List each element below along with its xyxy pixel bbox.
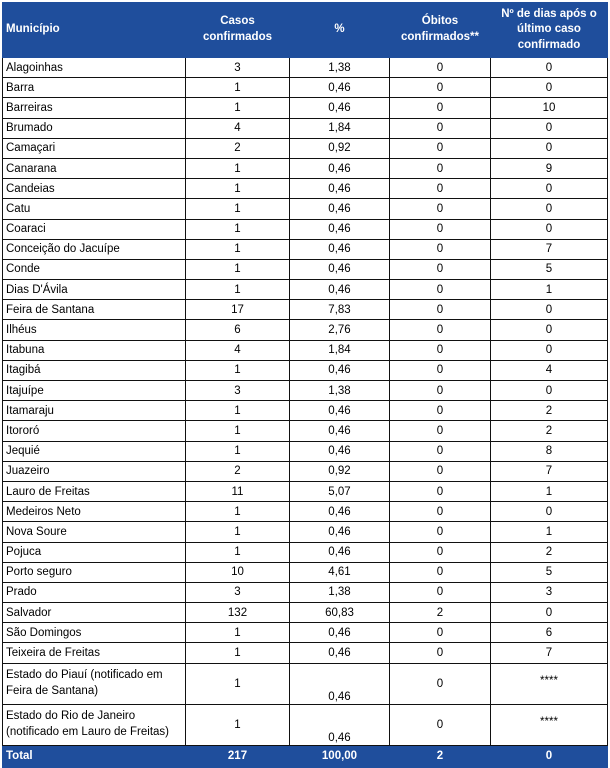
cell-dias: 2 (491, 542, 608, 562)
cell-percent: 0,46 (290, 643, 390, 663)
cell-casos: 1 (186, 98, 290, 118)
cell-obitos: 0 (390, 502, 491, 522)
cell-municipio: Itabuna (3, 340, 186, 360)
cell-municipio: Lauro de Freitas (3, 481, 186, 501)
cell-municipio: Prado (3, 582, 186, 602)
cell-percent: 4,61 (290, 562, 390, 582)
cell-casos: 6 (186, 320, 290, 340)
table-row (3, 522, 608, 542)
table-header (3, 3, 608, 58)
cell-dias: 0 (491, 320, 608, 340)
cell-percent: 0,46 (290, 421, 390, 441)
cell-municipio: Estado do Piauí (notificado em Feira de Santana) (3, 663, 186, 704)
cell-dias: 0 (491, 381, 608, 401)
table-row (3, 98, 608, 118)
total-obitos: 2 (390, 745, 491, 767)
table-row (3, 704, 608, 745)
cell-casos: 1 (186, 663, 290, 704)
table-row (3, 542, 608, 562)
cell-percent: 0,46 (290, 401, 390, 421)
cell-percent: 1,84 (290, 340, 390, 360)
cell-casos: 4 (186, 118, 290, 138)
cell-casos: 1 (186, 421, 290, 441)
cell-obitos: 2 (390, 603, 491, 623)
cell-casos: 1 (186, 704, 290, 745)
cell-casos: 1 (186, 179, 290, 199)
total-row (3, 745, 608, 767)
table-row (3, 643, 608, 663)
cell-municipio: Brumado (3, 118, 186, 138)
cell-percent: 0,46 (290, 623, 390, 643)
table-row (3, 199, 608, 219)
table-row (3, 239, 608, 259)
cell-percent: 5,07 (290, 481, 390, 501)
cell-percent: 0,46 (290, 78, 390, 98)
cell-dias: **** (491, 704, 608, 745)
cases-by-municipality-table (2, 2, 608, 768)
cell-dias: **** (491, 663, 608, 704)
cell-percent: 0,46 (290, 441, 390, 461)
cell-municipio: Estado do Rio de Janeiro (notificado em Lauro de Freitas) (3, 704, 186, 745)
cell-municipio: Itororó (3, 421, 186, 441)
table-row (3, 481, 608, 501)
cell-municipio: Nova Soure (3, 522, 186, 542)
cell-dias: 2 (491, 401, 608, 421)
cell-municipio: Conceição do Jacuípe (3, 239, 186, 259)
cell-dias: 5 (491, 259, 608, 279)
cell-percent: 0,46 (290, 663, 390, 704)
cell-municipio: Teixeira de Freitas (3, 643, 186, 663)
header-percent: % (290, 3, 390, 58)
cell-dias: 0 (491, 138, 608, 158)
table-row (3, 320, 608, 340)
table-row (3, 663, 608, 704)
table-row (3, 421, 608, 441)
cell-obitos: 0 (390, 219, 491, 239)
cell-dias: 9 (491, 158, 608, 178)
cell-percent: 0,46 (290, 502, 390, 522)
cell-percent: 0,46 (290, 179, 390, 199)
table-row (3, 158, 608, 178)
table-row (3, 138, 608, 158)
cell-percent: 1,38 (290, 381, 390, 401)
table-row (3, 502, 608, 522)
cell-municipio: Coaraci (3, 219, 186, 239)
cell-obitos: 0 (390, 179, 491, 199)
cell-municipio: Conde (3, 259, 186, 279)
cell-percent: 0,46 (290, 199, 390, 219)
table-row (3, 179, 608, 199)
table-row (3, 58, 608, 78)
cell-obitos: 0 (390, 360, 491, 380)
cell-dias: 1 (491, 481, 608, 501)
cell-casos: 1 (186, 542, 290, 562)
cell-casos: 1 (186, 280, 290, 300)
cell-obitos: 0 (390, 239, 491, 259)
cell-dias: 0 (491, 300, 608, 320)
cell-dias: 0 (491, 118, 608, 138)
cell-dias: 7 (491, 643, 608, 663)
table-footer (3, 745, 608, 767)
cell-dias: 7 (491, 461, 608, 481)
table-row (3, 401, 608, 421)
table-row (3, 360, 608, 380)
cell-obitos: 0 (390, 562, 491, 582)
header-obitos: Óbitos confirmados** (390, 3, 491, 58)
cell-obitos: 0 (390, 542, 491, 562)
cell-percent: 0,46 (290, 239, 390, 259)
cell-percent: 0,46 (290, 704, 390, 745)
cases-table-wrapper (2, 2, 607, 768)
cell-percent: 0,92 (290, 461, 390, 481)
cell-percent: 0,46 (290, 158, 390, 178)
cell-casos: 4 (186, 340, 290, 360)
cell-municipio: Salvador (3, 603, 186, 623)
cell-obitos: 0 (390, 320, 491, 340)
cell-obitos: 0 (390, 643, 491, 663)
cell-obitos: 0 (390, 522, 491, 542)
table-row (3, 603, 608, 623)
cell-dias: 8 (491, 441, 608, 461)
cell-obitos: 0 (390, 623, 491, 643)
table-row (3, 441, 608, 461)
cell-casos: 1 (186, 401, 290, 421)
cell-percent: 0,46 (290, 522, 390, 542)
table-body (3, 58, 608, 746)
cell-casos: 3 (186, 582, 290, 602)
cell-municipio: Itagibá (3, 360, 186, 380)
cell-percent: 0,46 (290, 280, 390, 300)
cell-obitos: 0 (390, 421, 491, 441)
cell-casos: 1 (186, 259, 290, 279)
table-row (3, 118, 608, 138)
cell-municipio: São Domingos (3, 623, 186, 643)
cell-dias: 10 (491, 98, 608, 118)
cell-obitos: 0 (390, 199, 491, 219)
cell-casos: 1 (186, 643, 290, 663)
cell-municipio: Jequié (3, 441, 186, 461)
cell-obitos: 0 (390, 481, 491, 501)
cell-percent: 2,76 (290, 320, 390, 340)
cell-obitos: 0 (390, 441, 491, 461)
table-row (3, 219, 608, 239)
total-percent: 100,00 (290, 745, 390, 767)
cell-obitos: 0 (390, 461, 491, 481)
cell-obitos: 0 (390, 663, 491, 704)
table-row (3, 300, 608, 320)
cell-percent: 0,46 (290, 542, 390, 562)
cell-obitos: 0 (390, 259, 491, 279)
cell-dias: 1 (491, 522, 608, 542)
cell-percent: 0,92 (290, 138, 390, 158)
cell-dias: 0 (491, 502, 608, 522)
cell-dias: 0 (491, 603, 608, 623)
table-row (3, 78, 608, 98)
cell-municipio: Porto seguro (3, 562, 186, 582)
cell-casos: 1 (186, 441, 290, 461)
cell-casos: 1 (186, 219, 290, 239)
cell-obitos: 0 (390, 98, 491, 118)
cell-municipio: Catu (3, 199, 186, 219)
cell-obitos: 0 (390, 118, 491, 138)
cell-casos: 1 (186, 199, 290, 219)
header-municipio: Município (3, 3, 186, 58)
cell-percent: 1,84 (290, 118, 390, 138)
cell-obitos: 0 (390, 300, 491, 320)
header-casos: Casos confirmados (186, 3, 290, 58)
cell-percent: 1,38 (290, 58, 390, 78)
table-row (3, 623, 608, 643)
cell-percent: 1,38 (290, 582, 390, 602)
cell-dias: 3 (491, 582, 608, 602)
cell-municipio: Barra (3, 78, 186, 98)
cell-obitos: 0 (390, 138, 491, 158)
cell-municipio: Barreiras (3, 98, 186, 118)
cell-obitos: 0 (390, 280, 491, 300)
cell-dias: 1 (491, 280, 608, 300)
cell-percent: 0,46 (290, 98, 390, 118)
cell-casos: 3 (186, 58, 290, 78)
cell-percent: 0,46 (290, 219, 390, 239)
cell-percent: 60,83 (290, 603, 390, 623)
cell-municipio: Pojuca (3, 542, 186, 562)
cell-dias: 0 (491, 58, 608, 78)
cell-casos: 1 (186, 239, 290, 259)
cell-casos: 1 (186, 78, 290, 98)
cell-casos: 132 (186, 603, 290, 623)
cell-municipio: Medeiros Neto (3, 502, 186, 522)
table-row (3, 280, 608, 300)
table-row (3, 259, 608, 279)
cell-casos: 1 (186, 522, 290, 542)
cell-obitos: 0 (390, 58, 491, 78)
cell-casos: 1 (186, 502, 290, 522)
cell-casos: 10 (186, 562, 290, 582)
cell-dias: 0 (491, 219, 608, 239)
cell-percent: 0,46 (290, 259, 390, 279)
cell-casos: 11 (186, 481, 290, 501)
cell-casos: 1 (186, 158, 290, 178)
cell-casos: 3 (186, 381, 290, 401)
table-row (3, 340, 608, 360)
cell-dias: 0 (491, 78, 608, 98)
table-row (3, 461, 608, 481)
cell-dias: 0 (491, 199, 608, 219)
cell-dias: 0 (491, 179, 608, 199)
cell-obitos: 0 (390, 340, 491, 360)
cell-municipio: Alagoinhas (3, 58, 186, 78)
cell-percent: 7,83 (290, 300, 390, 320)
cell-casos: 2 (186, 138, 290, 158)
cell-municipio: Itajuípe (3, 381, 186, 401)
cell-obitos: 0 (390, 704, 491, 745)
cell-municipio: Canarana (3, 158, 186, 178)
cell-casos: 17 (186, 300, 290, 320)
cell-obitos: 0 (390, 582, 491, 602)
cell-obitos: 0 (390, 78, 491, 98)
cell-dias: 5 (491, 562, 608, 582)
cell-casos: 1 (186, 623, 290, 643)
cell-municipio: Itamaraju (3, 401, 186, 421)
cell-dias: 4 (491, 360, 608, 380)
cell-obitos: 0 (390, 158, 491, 178)
cell-municipio: Dias D'Ávila (3, 280, 186, 300)
cell-casos: 1 (186, 360, 290, 380)
cell-municipio: Candeias (3, 179, 186, 199)
total-label: Total (3, 745, 186, 767)
cell-dias: 6 (491, 623, 608, 643)
cell-municipio: Juazeiro (3, 461, 186, 481)
cell-municipio: Ilhéus (3, 320, 186, 340)
cell-dias: 0 (491, 340, 608, 360)
cell-casos: 2 (186, 461, 290, 481)
cell-dias: 7 (491, 239, 608, 259)
cell-dias: 2 (491, 421, 608, 441)
cell-municipio: Camaçari (3, 138, 186, 158)
table-row (3, 562, 608, 582)
total-dias: 0 (491, 745, 608, 767)
cell-obitos: 0 (390, 401, 491, 421)
cell-percent: 0,46 (290, 360, 390, 380)
table-row (3, 582, 608, 602)
cell-obitos: 0 (390, 381, 491, 401)
table-row (3, 381, 608, 401)
total-casos: 217 (186, 745, 290, 767)
cell-municipio: Feira de Santana (3, 300, 186, 320)
header-dias: Nº de dias após o último caso confirmado (491, 3, 608, 58)
